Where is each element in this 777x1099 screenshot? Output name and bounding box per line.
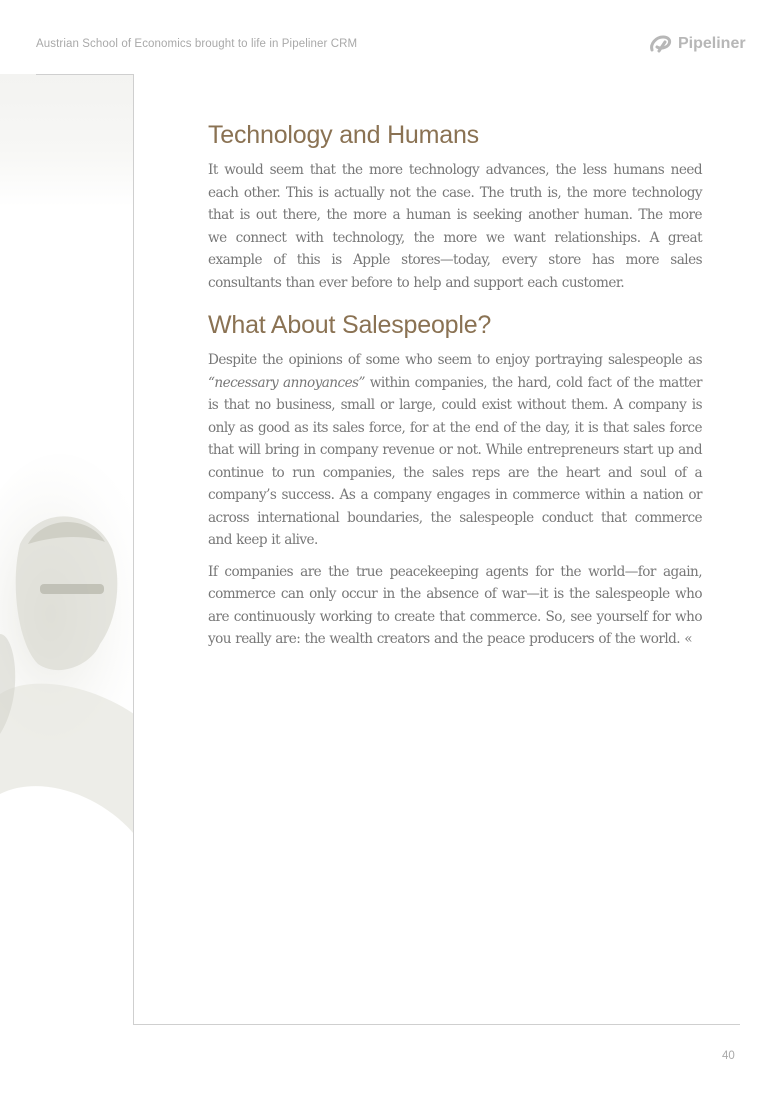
paragraph-text: within companies, the hard, cold fact of the matter is that no business, small or large, could exist without them. A company is only as good as its sales force, for at the end of the day, it is that sales force that will bring in company revenue or not. While entrepreneurs start up and continue to run companies, the sales reps are the heart and soul of a company’s success. As a company engages in commerce within a nation or across international boundaries, the salespeople conduct that commerce and keep it alive. — [208, 374, 702, 548]
frame-left-rule — [133, 74, 134, 1025]
pipeliner-logo-icon — [648, 34, 674, 54]
page-number: 40 — [722, 1050, 735, 1062]
article-body — [208, 118, 702, 651]
frame-top-rule — [36, 74, 134, 75]
paragraph-salespeople-2: If companies are the true peacekeeping agents for the world—for again, commerce can only occur in the absence of war—it is the salespeople who are continuously working to create that commerce. So, see yourself for who you really are: the wealth creators and the peace producers of the world. « — [208, 563, 702, 647]
section-heading-salespeople: What About Salespeople? — [208, 311, 492, 339]
paragraph-salespeople-1 — [208, 349, 702, 552]
brand-name: Pipeliner — [678, 35, 746, 52]
paragraph-text: Despite the opinions of some who seem to enjoy portraying salespeople as — [208, 352, 702, 368]
frame-bottom-rule — [133, 1024, 740, 1025]
running-header: Austrian School of Economics brought to life in Pipeliner CRM — [36, 38, 358, 50]
side-photo — [0, 74, 134, 1024]
paragraph-technology: It would seem that the more technology advances, the less humans need each other. This is actually not the case. The truth is, the more technology that is out there, the more a human is seeking another human. The more we connect with technology, the more we want relationships. A great example of this is Apple stores—today, every store has more sales consultants than ever before to help and support each customer. — [208, 162, 702, 291]
section-heading-technology: Technology and Humans — [208, 121, 479, 149]
brand-logo — [648, 34, 746, 54]
emphasis-quote: “necessary annoyances” — [208, 374, 365, 391]
faded-portrait-image — [0, 74, 134, 1024]
